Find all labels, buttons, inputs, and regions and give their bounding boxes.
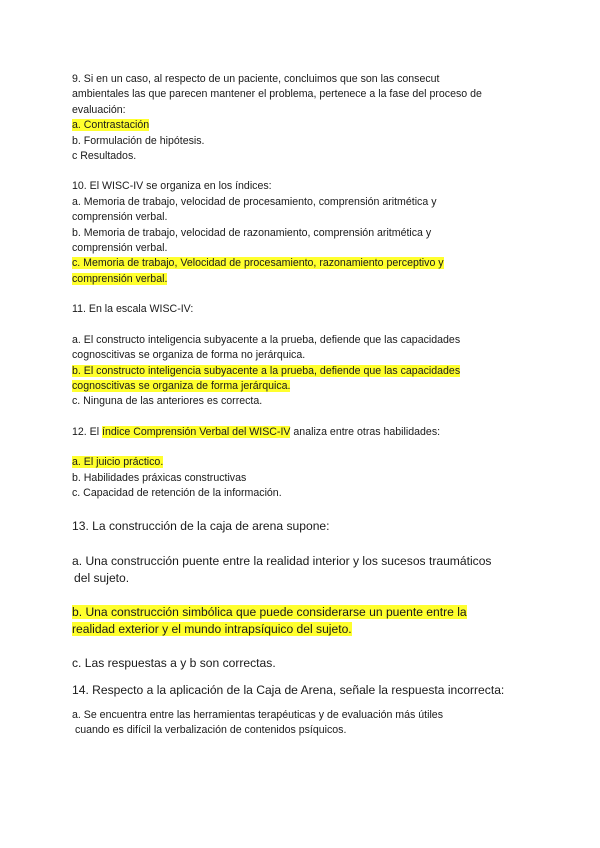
question-14-option-a-line-2: cuando es difícil la verbalización de contenidos psíquicos.	[72, 724, 347, 737]
question-10	[72, 179, 542, 287]
question-10-option-c-correct-line-1: c. Memoria de trabajo, Velocidad de procesamiento, razonamiento perceptivo y	[72, 257, 444, 270]
question-11	[72, 302, 542, 409]
question-12-option-a-correct: a. El juicio práctico.	[72, 456, 164, 469]
question-10-stem: 10. El WISC-IV se organiza en los índices:	[72, 180, 272, 193]
question-9-option-b: b. Formulación de hipótesis.	[72, 134, 205, 147]
question-10-option-b-line-2: comprensión verbal.	[72, 242, 168, 255]
question-12-option-b: b. Habilidades práxicas constructivas	[72, 471, 247, 484]
question-9	[72, 72, 542, 164]
question-12-stem-highlight: índice Comprensión Verbal del WISC-IV	[102, 425, 291, 438]
question-13-stem: 13. La construcción de la caja de arena supone:	[72, 519, 330, 534]
question-12-stem-end: analiza entre otras habilidades:	[290, 425, 441, 438]
question-13-option-a-line-1: a. Una construcción puente entre la realidad interior y los sucesos traumáticos	[72, 553, 492, 568]
question-11-option-a-line-2: cognoscitivas se organiza de forma no jerárquica.	[72, 349, 306, 362]
question-14-option-a-line-1: a. Se encuentra entre las herramientas terapéuticas y de evaluación más útiles	[72, 708, 443, 721]
question-13-option-b-correct-line-1: b. Una construcción simbólica que puede considerarse un puente entre la	[72, 604, 467, 619]
question-12-option-c: c. Capacidad de retención de la información.	[72, 486, 282, 499]
question-11-option-b-correct-line-1: b. El constructo inteligencia subyacente a la prueba, defiende que las capacidades	[72, 364, 461, 377]
question-13-option-a-line-2: del sujeto.	[74, 570, 130, 585]
question-13-option-c: c. Las respuestas a y b son correctas.	[72, 656, 276, 671]
question-9-option-c: c Resultados.	[72, 150, 137, 163]
question-14	[72, 708, 542, 739]
question-12-stem-start: 12. El	[72, 425, 103, 438]
question-9-stem-line-3: evaluación:	[72, 103, 126, 116]
question-13-option-b-correct-line-2: realidad exterior y el mundo intrapsíquico del sujeto.	[72, 622, 352, 637]
question-11-option-c: c. Ninguna de las anteriores es correcta.	[72, 395, 263, 408]
question-10-option-c-correct-line-2: comprensión verbal.	[72, 272, 168, 285]
question-10-option-a-line-1: a. Memoria de trabajo, velocidad de procesamiento, comprensión aritmética y	[72, 195, 437, 208]
question-12-stem	[72, 425, 542, 440]
question-13	[72, 518, 542, 698]
question-11-option-a-line-1: a. El constructo inteligencia subyacente a la prueba, defiende que las capacidades	[72, 333, 461, 346]
question-10-option-a-line-2: comprensión verbal.	[72, 211, 168, 224]
question-9-stem-line-1: 9. Si en un caso, al respecto de un paciente, concluimos que son las consecut	[72, 73, 440, 85]
document-content	[72, 72, 542, 739]
question-10-option-b-line-1: b. Memoria de trabajo, velocidad de razonamiento, comprensión aritmética y	[72, 226, 432, 239]
question-9-stem-line-2: ambientales las que parecen mantener el problema, pertenece a la fase del proceso de	[72, 88, 482, 101]
question-14-stem: 14. Respecto a la aplicación de la Caja de Arena, señale la respuesta incorrecta:	[72, 682, 505, 697]
question-11-stem: 11. En la escala WISC-IV:	[72, 303, 194, 316]
question-11-option-b-correct-line-2: cognoscitivas se organiza de forma jerárquica.	[72, 379, 291, 392]
question-9-option-a-correct: a. Contrastación	[72, 119, 150, 132]
question-12	[72, 425, 542, 502]
